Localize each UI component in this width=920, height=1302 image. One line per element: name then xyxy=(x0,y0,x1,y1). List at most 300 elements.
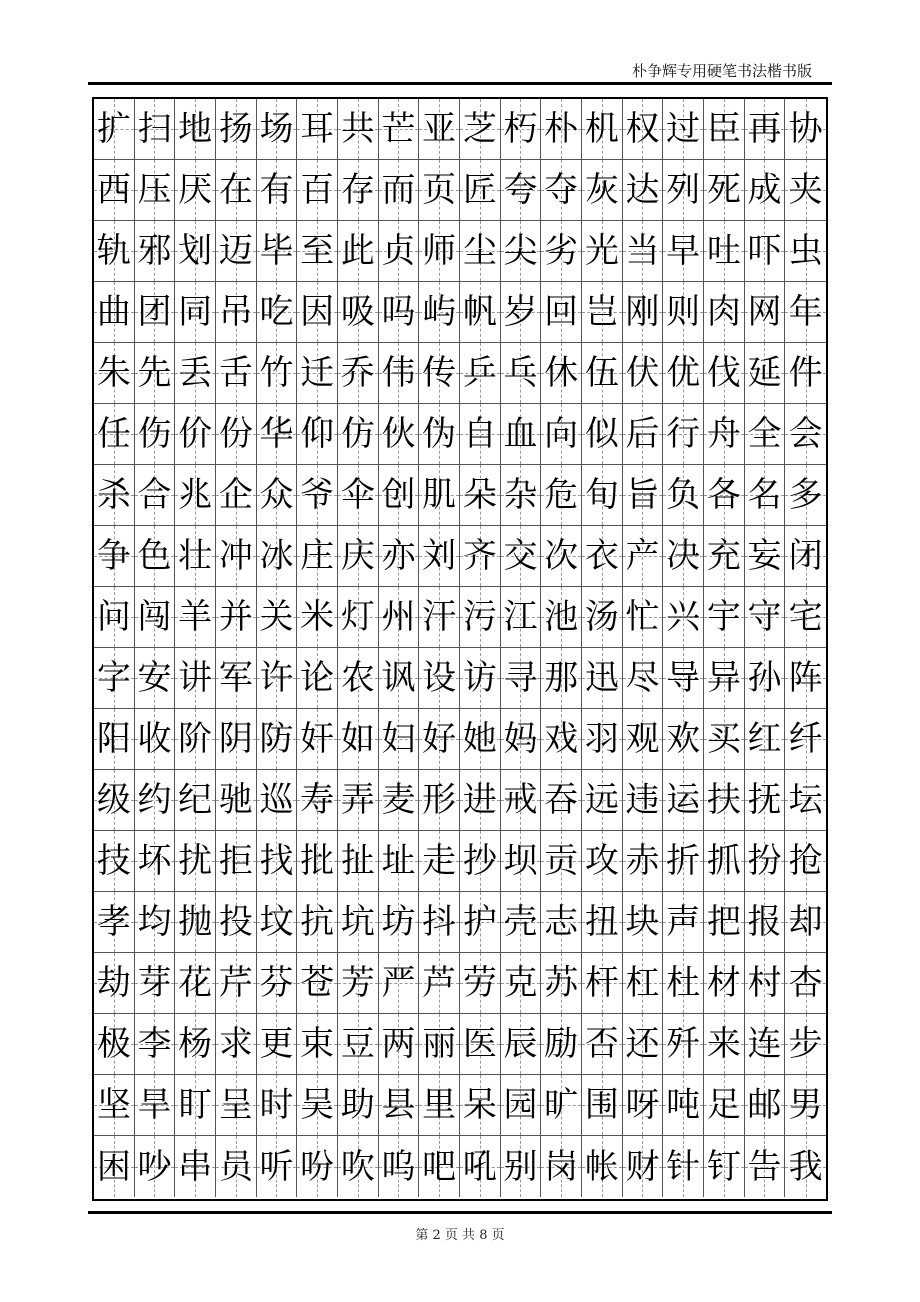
grid-cell xyxy=(704,892,745,953)
character: 里 xyxy=(422,1085,457,1125)
character: 花 xyxy=(178,963,213,1003)
grid-cell xyxy=(379,526,420,587)
character: 件 xyxy=(788,353,823,393)
character: 批 xyxy=(300,841,335,881)
grid-cell xyxy=(785,892,826,953)
grid-cell xyxy=(216,404,257,465)
grid-cell xyxy=(175,587,216,648)
character: 观 xyxy=(625,719,660,759)
grid-cell xyxy=(745,770,786,831)
character: 吞 xyxy=(544,780,579,820)
character: 妇 xyxy=(381,719,416,759)
grid-cell xyxy=(216,160,257,221)
grid-cell xyxy=(745,526,786,587)
grid-cell xyxy=(94,587,135,648)
grid-cell xyxy=(419,465,460,526)
character: 困 xyxy=(96,1146,131,1187)
grid-cell xyxy=(216,526,257,587)
grid-cell xyxy=(704,648,745,709)
character: 抓 xyxy=(706,841,741,881)
character: 冲 xyxy=(218,536,253,576)
character: 否 xyxy=(584,1024,619,1064)
character: 妈 xyxy=(503,719,538,759)
character: 众 xyxy=(259,475,294,515)
grid-cell xyxy=(704,709,745,770)
grid-cell xyxy=(623,526,664,587)
character: 芳 xyxy=(340,963,375,1003)
grid-cell xyxy=(745,343,786,404)
grid-cell xyxy=(582,1014,623,1075)
character: 县 xyxy=(381,1085,416,1125)
grid-cell xyxy=(582,648,623,709)
grid-cell xyxy=(663,221,704,282)
character: 负 xyxy=(666,475,701,515)
grid-cell xyxy=(379,160,420,221)
grid-cell xyxy=(257,1136,298,1197)
character: 串 xyxy=(178,1146,213,1187)
grid-cell xyxy=(216,343,257,404)
grid-cell xyxy=(623,282,664,343)
character: 戒 xyxy=(503,780,538,820)
character: 夸 xyxy=(503,170,538,210)
grid-cell xyxy=(745,1075,786,1136)
character: 欢 xyxy=(666,719,701,759)
character: 园 xyxy=(503,1085,538,1125)
character: 共 xyxy=(340,109,375,149)
character: 并 xyxy=(218,597,253,637)
grid-row xyxy=(94,99,826,160)
character: 旱 xyxy=(137,1085,172,1125)
grid-cell xyxy=(419,221,460,282)
grid-cell xyxy=(501,648,542,709)
grid-cell xyxy=(419,160,460,221)
grid-cell xyxy=(582,282,623,343)
character: 坚 xyxy=(96,1085,131,1125)
grid-cell xyxy=(216,709,257,770)
grid-cell xyxy=(175,1075,216,1136)
grid-cell xyxy=(297,160,338,221)
character: 抚 xyxy=(747,780,782,820)
grid-cell xyxy=(541,1075,582,1136)
grid-cell xyxy=(135,1014,176,1075)
grid-cell xyxy=(338,587,379,648)
grid-cell xyxy=(94,1136,135,1197)
grid-cell xyxy=(501,770,542,831)
character: 豆 xyxy=(340,1024,375,1064)
grid-cell xyxy=(297,1014,338,1075)
grid-cell xyxy=(175,221,216,282)
grid-cell xyxy=(379,648,420,709)
character: 伙 xyxy=(381,414,416,454)
character: 灰 xyxy=(584,170,619,210)
character: 江 xyxy=(503,597,538,637)
grid-cell xyxy=(704,404,745,465)
grid-cell xyxy=(297,831,338,892)
grid-cell xyxy=(745,953,786,1014)
character: 来 xyxy=(706,1024,741,1064)
grid-cell xyxy=(419,404,460,465)
character: 阴 xyxy=(218,719,253,759)
character: 盯 xyxy=(178,1085,213,1125)
character: 励 xyxy=(544,1024,579,1064)
grid-cell xyxy=(216,99,257,160)
character: 米 xyxy=(300,597,335,637)
grid-cell xyxy=(501,282,542,343)
character: 奸 xyxy=(300,719,335,759)
character: 光 xyxy=(584,231,619,271)
grid-cell xyxy=(175,709,216,770)
character: 寻 xyxy=(503,658,538,698)
grid-cell xyxy=(785,465,826,526)
grid-cell xyxy=(338,648,379,709)
grid-cell xyxy=(94,404,135,465)
grid-cell xyxy=(501,1014,542,1075)
character: 曲 xyxy=(96,292,131,332)
grid-cell xyxy=(501,343,542,404)
grid-cell xyxy=(379,1014,420,1075)
character: 吊 xyxy=(218,292,253,332)
character: 异 xyxy=(706,658,741,698)
character: 再 xyxy=(747,109,782,149)
grid-cell xyxy=(623,1136,664,1197)
character: 形 xyxy=(422,780,457,820)
character: 坊 xyxy=(381,902,416,942)
character: 弄 xyxy=(340,780,375,820)
grid-cell xyxy=(460,892,501,953)
grid-cell xyxy=(541,709,582,770)
grid-cell xyxy=(379,221,420,282)
grid-cell xyxy=(338,831,379,892)
grid-cell xyxy=(663,404,704,465)
character: 伪 xyxy=(422,414,457,454)
character: 行 xyxy=(666,414,701,454)
character: 严 xyxy=(381,963,416,1003)
character: 孙 xyxy=(747,658,782,698)
grid-row xyxy=(94,1136,826,1197)
character: 运 xyxy=(666,780,701,820)
character: 军 xyxy=(218,658,253,698)
grid-cell xyxy=(582,1075,623,1136)
grid-cell xyxy=(379,831,420,892)
grid-cell xyxy=(460,343,501,404)
grid-row xyxy=(94,343,826,404)
character: 划 xyxy=(178,231,213,271)
grid-cell xyxy=(623,831,664,892)
grid-cell xyxy=(745,648,786,709)
grid-cell xyxy=(257,526,298,587)
grid-cell xyxy=(216,587,257,648)
grid-cell xyxy=(135,99,176,160)
character: 问 xyxy=(96,597,131,637)
grid-row xyxy=(94,526,826,587)
grid-cell xyxy=(338,1075,379,1136)
grid-cell xyxy=(663,282,704,343)
character: 庆 xyxy=(340,536,375,576)
character: 匠 xyxy=(462,170,497,210)
grid-cell xyxy=(460,831,501,892)
character: 年 xyxy=(788,292,823,332)
character: 旬 xyxy=(584,475,619,515)
character: 折 xyxy=(666,841,701,881)
character: 男 xyxy=(788,1085,823,1125)
character: 围 xyxy=(584,1085,619,1125)
character: 技 xyxy=(96,841,131,881)
grid-cell xyxy=(663,770,704,831)
character: 劫 xyxy=(96,963,131,1003)
character: 伟 xyxy=(381,353,416,393)
character: 坝 xyxy=(503,841,538,881)
character: 抖 xyxy=(422,902,457,942)
footer-rule xyxy=(88,1211,832,1214)
grid-cell xyxy=(582,709,623,770)
grid-cell xyxy=(704,282,745,343)
character: 吸 xyxy=(340,292,375,332)
character: 团 xyxy=(137,292,172,332)
grid-cell xyxy=(704,526,745,587)
character: 连 xyxy=(747,1024,782,1064)
grid-cell xyxy=(338,1136,379,1197)
grid-cell xyxy=(135,770,176,831)
grid-cell xyxy=(379,99,420,160)
character: 会 xyxy=(788,414,823,454)
character: 刚 xyxy=(625,292,660,332)
grid-cell xyxy=(541,953,582,1014)
grid-cell xyxy=(297,1136,338,1197)
grid-cell xyxy=(460,465,501,526)
character: 同 xyxy=(178,292,213,332)
character: 旷 xyxy=(544,1085,579,1125)
grid-cell xyxy=(745,404,786,465)
character: 兆 xyxy=(178,475,213,515)
grid-cell xyxy=(379,1075,420,1136)
character: 夹 xyxy=(788,170,823,210)
character: 庄 xyxy=(300,536,335,576)
character: 列 xyxy=(666,170,701,210)
character: 耳 xyxy=(300,109,335,149)
character: 达 xyxy=(625,170,660,210)
character: 压 xyxy=(137,170,172,210)
grid-cell xyxy=(419,953,460,1014)
character: 兴 xyxy=(666,597,701,637)
character: 却 xyxy=(788,902,823,942)
character: 吹 xyxy=(340,1146,375,1187)
grid-cell xyxy=(745,587,786,648)
character: 迅 xyxy=(584,658,619,698)
grid-cell xyxy=(338,404,379,465)
character: 别 xyxy=(503,1146,538,1187)
grid-cell xyxy=(745,892,786,953)
grid-cell xyxy=(582,587,623,648)
character: 杂 xyxy=(503,475,538,515)
character: 杜 xyxy=(666,963,701,1003)
character: 走 xyxy=(422,841,457,881)
grid-cell xyxy=(460,648,501,709)
character: 尖 xyxy=(503,231,538,271)
character: 劳 xyxy=(462,963,497,1003)
character: 优 xyxy=(666,353,701,393)
grid-cell xyxy=(135,953,176,1014)
character: 朽 xyxy=(503,109,538,149)
character: 决 xyxy=(666,536,701,576)
character: 访 xyxy=(462,658,497,698)
character: 赤 xyxy=(625,841,660,881)
grid-cell xyxy=(704,831,745,892)
character: 红 xyxy=(747,719,782,759)
character: 网 xyxy=(747,292,782,332)
character: 守 xyxy=(747,597,782,637)
grid-cell xyxy=(135,709,176,770)
character: 拒 xyxy=(218,841,253,881)
grid-cell xyxy=(216,465,257,526)
character: 妄 xyxy=(747,536,782,576)
grid-cell xyxy=(216,953,257,1014)
grid-cell xyxy=(785,1136,826,1197)
grid-cell xyxy=(216,831,257,892)
character: 屿 xyxy=(422,292,457,332)
grid-cell xyxy=(460,160,501,221)
character: 坛 xyxy=(788,780,823,820)
character: 违 xyxy=(625,780,660,820)
grid-cell xyxy=(297,99,338,160)
character: 亚 xyxy=(422,109,457,149)
character: 进 xyxy=(462,780,497,820)
grid-cell xyxy=(501,953,542,1014)
grid-cell xyxy=(582,892,623,953)
character: 芹 xyxy=(218,963,253,1003)
character: 全 xyxy=(747,414,782,454)
character: 抗 xyxy=(300,902,335,942)
grid-cell xyxy=(745,1136,786,1197)
grid-cell xyxy=(582,404,623,465)
character: 听 xyxy=(259,1146,294,1187)
grid-cell xyxy=(379,953,420,1014)
grid-cell xyxy=(582,770,623,831)
character: 攻 xyxy=(584,841,619,881)
character: 杏 xyxy=(788,963,823,1003)
grid-cell xyxy=(663,587,704,648)
character: 芒 xyxy=(381,109,416,149)
grid-cell xyxy=(338,282,379,343)
grid-cell xyxy=(419,343,460,404)
grid-cell xyxy=(704,465,745,526)
grid-cell xyxy=(785,282,826,343)
grid-cell xyxy=(623,709,664,770)
character: 厌 xyxy=(178,170,213,210)
grid-cell xyxy=(257,160,298,221)
grid-cell xyxy=(297,526,338,587)
character: 在 xyxy=(218,170,253,210)
character: 存 xyxy=(340,170,375,210)
grid-cell xyxy=(460,1075,501,1136)
grid-cell xyxy=(704,587,745,648)
grid-cell xyxy=(94,526,135,587)
character: 驰 xyxy=(218,780,253,820)
grid-cell xyxy=(785,831,826,892)
character: 医 xyxy=(462,1024,497,1064)
character: 西 xyxy=(96,170,131,210)
character: 劣 xyxy=(544,231,579,271)
character: 论 xyxy=(300,658,335,698)
grid-cell xyxy=(541,770,582,831)
character: 至 xyxy=(300,231,335,271)
character: 州 xyxy=(381,597,416,637)
grid-cell xyxy=(582,221,623,282)
grid-cell xyxy=(338,709,379,770)
character: 羽 xyxy=(584,719,619,759)
grid-cell xyxy=(135,648,176,709)
character: 争 xyxy=(96,536,131,576)
character: 朵 xyxy=(462,475,497,515)
character: 帐 xyxy=(584,1146,619,1187)
character: 协 xyxy=(788,109,823,149)
grid-cell xyxy=(582,160,623,221)
grid-cell xyxy=(94,831,135,892)
character: 苍 xyxy=(300,963,335,1003)
grid-cell xyxy=(663,709,704,770)
character: 吼 xyxy=(462,1146,497,1187)
grid-cell xyxy=(175,99,216,160)
grid-cell xyxy=(94,221,135,282)
grid-cell xyxy=(257,648,298,709)
grid-cell xyxy=(785,1014,826,1075)
character: 扬 xyxy=(218,109,253,149)
character: 岁 xyxy=(503,292,538,332)
character: 好 xyxy=(422,719,457,759)
grid-cell xyxy=(623,465,664,526)
character: 吓 xyxy=(747,231,782,271)
grid-cell xyxy=(541,160,582,221)
header-rule xyxy=(88,82,832,85)
grid-cell xyxy=(135,1075,176,1136)
character: 岗 xyxy=(544,1146,579,1187)
character: 均 xyxy=(137,902,172,942)
grid-cell xyxy=(663,831,704,892)
grid-cell xyxy=(623,1014,664,1075)
grid-cell xyxy=(175,831,216,892)
grid-cell xyxy=(541,831,582,892)
character: 告 xyxy=(747,1146,782,1187)
character: 坑 xyxy=(340,902,375,942)
character: 成 xyxy=(747,170,782,210)
grid-cell xyxy=(419,1075,460,1136)
character: 吨 xyxy=(666,1085,701,1125)
grid-cell xyxy=(175,648,216,709)
grid-cell xyxy=(94,1014,135,1075)
grid-cell xyxy=(216,1075,257,1136)
grid-cell xyxy=(541,99,582,160)
character: 丽 xyxy=(422,1024,457,1064)
character: 村 xyxy=(747,963,782,1003)
grid-cell xyxy=(623,648,664,709)
character: 充 xyxy=(706,536,741,576)
grid-cell xyxy=(785,343,826,404)
grid-cell xyxy=(297,648,338,709)
page-number: 第 2 页 共 8 页 xyxy=(415,1228,505,1243)
grid-cell xyxy=(338,343,379,404)
character: 朴 xyxy=(544,109,579,149)
character: 收 xyxy=(137,719,172,759)
character: 迁 xyxy=(300,353,335,393)
grid-cell xyxy=(582,465,623,526)
grid-cell xyxy=(419,526,460,587)
character: 名 xyxy=(747,475,782,515)
character: 当 xyxy=(625,231,660,271)
grid-cell xyxy=(338,160,379,221)
grid-row xyxy=(94,465,826,526)
character: 份 xyxy=(218,414,253,454)
character: 呈 xyxy=(218,1085,253,1125)
grid-cell xyxy=(785,1075,826,1136)
